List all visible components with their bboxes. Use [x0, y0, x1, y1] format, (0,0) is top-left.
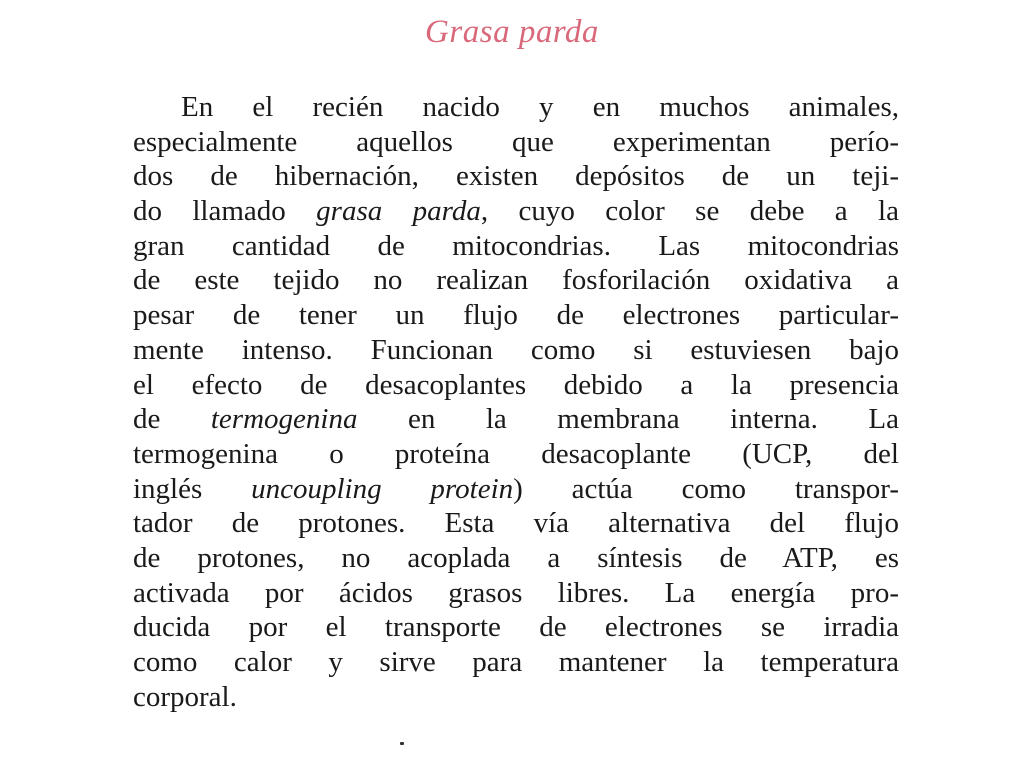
text-line: [133, 90, 899, 125]
text-line: [133, 437, 899, 472]
text-run: ducida por el transporte de electrones se irradia: [133, 611, 899, 644]
text-line: [133, 576, 899, 611]
text-line: [133, 298, 899, 333]
text-run: el efecto de desacoplantes debido a la presencia: [133, 368, 899, 401]
text-run: especialmente aquellos que experimentan perío-: [133, 125, 899, 158]
text-line: [133, 610, 899, 645]
text-run: como calor y sirve para mantener la temperatura: [133, 646, 899, 678]
text-run: activada por ácidos grasos libres. La energía pro-: [133, 576, 899, 609]
text-run: termogenina o proteína desacoplante (UCP, del: [133, 437, 899, 470]
text-line: [133, 263, 899, 298]
italic-term: grasa parda: [316, 195, 481, 228]
body-paragraph: [133, 90, 899, 714]
text-line: [133, 680, 899, 715]
text-line: [133, 368, 899, 403]
text-line: [133, 506, 899, 541]
text-run: en la membrana interna. La: [357, 403, 899, 436]
text-run: de protones, no acoplada a síntesis de ATP, es: [133, 541, 899, 574]
text-line: [133, 541, 899, 576]
text-line: [133, 472, 899, 507]
text-line: [133, 645, 899, 680]
text-line: [133, 333, 899, 368]
italic-term: uncoupling protein: [251, 472, 514, 505]
text-line: [133, 159, 899, 194]
text-run: inglés: [133, 472, 252, 505]
text-run: dos de hibernación, existen depósitos de un teji-: [133, 160, 899, 193]
text-run: de este tejido no realizan fosforilación oxidativa a: [133, 264, 899, 297]
text-run: do llamado: [133, 195, 317, 228]
text-run: , cuyo color se debe a la: [480, 195, 899, 228]
text-run: corporal.: [133, 680, 237, 713]
text-run: tador de protones. Esta vía alternativa del flujo: [133, 507, 899, 540]
text-line: [133, 194, 899, 229]
text-run: mente intenso. Funcionan como si estuviesen bajo: [133, 333, 899, 366]
text-run: de: [133, 403, 211, 436]
scan-speck: [400, 742, 404, 745]
text-line: [133, 229, 899, 264]
text-line: [133, 402, 899, 437]
text-run: ) actúa como transpor-: [513, 472, 899, 505]
section-heading: Grasa parda: [425, 14, 599, 50]
italic-term: termogenina: [210, 403, 358, 436]
text-line: [133, 125, 899, 160]
text-run: En el recién nacido y en muchos animales,: [181, 91, 899, 123]
text-run: gran cantidad de mitocondrias. Las mitocondrias: [133, 229, 899, 262]
text-run: pesar de tener un flujo de electrones particular-: [133, 299, 899, 332]
